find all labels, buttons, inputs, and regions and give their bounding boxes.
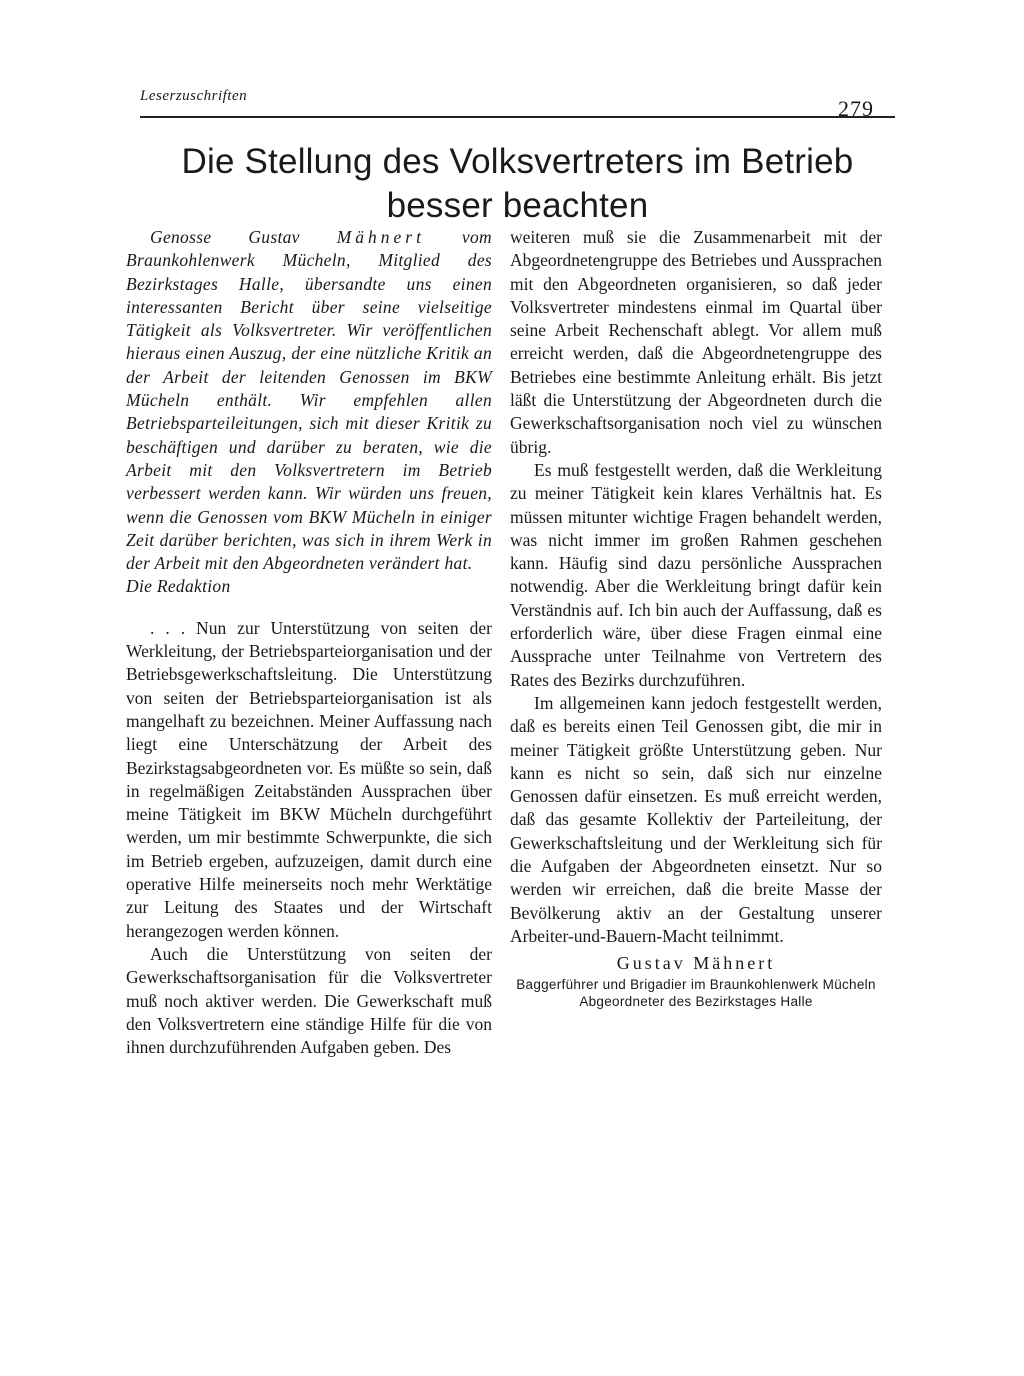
signature-role-1: Baggerführer und Brigadier im Braunkohlenwerk Mücheln	[516, 976, 876, 992]
right-column	[510, 226, 882, 1010]
intro-lead: Genosse Gustav	[150, 227, 300, 247]
editor-credit: Die Redaktion	[126, 576, 231, 597]
body-paragraph-right-1: weiteren muß sie die Zusammenarbeit mit der Abgeordnetengruppe des Betriebes und Aussprachen mit den Abgeordneten organisieren, so daß jeder Volksvertreter mindestens einmal im Quartal über seine Arbeit Rechenschaft ablegt. Vor allem muß erreicht werden, daß die Abgeordnetengruppe des Betriebes eine bestimmte Anleitung erhält. Bis jetzt läßt die Unterstützung der Abgeordneten durch die Gewerkschaftsorganisation noch viel zu wünschen übrig.	[510, 227, 882, 457]
section-header: Leserzuschriften	[140, 88, 248, 104]
signature-name: Gustav Mähnert	[616, 953, 776, 974]
intro-text: vom Braunkohlenwerk Mücheln, Mitglied des Bezirkstages Halle, übersandte uns einen interessanten Bericht über seine vielseitige Tätigkeit als Volksvertreter. Wir veröffentlichen hieraus einen Auszug, der eine nützliche Kritik an der Arbeit der leitenden Genossen im BKW Mücheln enthält. Wir empfehlen allen Betriebsparteileitungen, sich mit dieser Kritik zu beschäftigen und darüber zu beraten, wie die Arbeit mit den Volksvertretern im Betrieb verbessert werden kann. Wir würden uns freuen, wenn die Genossen vom BKW Mücheln in einiger Zeit darüber berichten, was sich in ihrem Werk in der Arbeit mit den Abgeordneten verändert hat.	[126, 227, 492, 574]
intro-name: Mähnert	[336, 227, 425, 247]
body-paragraph-right-2: Es muß festgestellt werden, daß die Werkleitung zu meiner Tätigkeit kein klares Verhältnis hat. Es müssen mitunter wichtige Fragen behandelt werden, was nicht immer im großen Rahmen geschehen kann. Häufig sind dazu persönliche Aussprachen notwendig. Aber die Werkleitung bringt dafür kein Verständnis auf. Ich bin auch der Auffassung, daß es erforderlich wäre, über diese Fragen einmal eine Aussprache unter Teilnahme von Vertretern des Rates des Bezirks durchzuführen.	[510, 459, 882, 690]
signature-role-2: Abgeordneter des Bezirkstages Halle	[579, 993, 813, 1009]
header-rule	[140, 116, 895, 118]
left-column	[126, 226, 492, 1059]
page-number: 279	[838, 96, 874, 121]
body-paragraph-left-1: . . . Nun zur Unterstützung von seiten der Werkleitung, der Betriebsparteiorganisation und der Betriebsgewerkschaftsleitung. Die Unterstützung von seiten der Betriebsparteiorganisation ist als mangelhaft zu bezeichnen. Meiner Auffassung nach liegt eine Unterschätzung der Arbeit des Bezirkstagsabgeordneten vor. Es müßte so sein, daß in regelmäßigen Zeitabständen Aussprachen über meine Tätigkeit im BKW Mücheln durchgeführt werden, um mir bestimmte Schwerpunkte, die sich im Betrieb ergeben, aufzuzeigen, damit durch eine operative Hilfe meinerseits noch mehr Werktätige zur Leitung des Staates und der Wirtschaft herangezogen werden können.	[126, 617, 492, 941]
title-line-1: Die Stellung des Volksvertreters im Betrieb	[181, 142, 854, 181]
signature-block	[510, 952, 882, 1009]
title-line-2: besser beachten	[386, 186, 649, 225]
article-title	[140, 140, 895, 228]
editorial-intro	[126, 226, 492, 599]
intro-paragraph	[126, 226, 492, 575]
spacer	[126, 599, 492, 617]
body-paragraph-left-2: Auch die Unterstützung von seiten der Gewerkschaftsorganisation für die Volksvertreter muß noch aktiver werden. Die Gewerkschaft muß den Volksvertretern eine ständige Hilfe für die von ihnen durchzuführenden Aufgaben geben. Des	[126, 943, 492, 1058]
body-paragraph-right-3: Im allgemeinen kann jedoch festgestellt werden, daß es bereits einen Teil Genossen gibt, die mir in meiner Tätigkeit größte Unterstützung geben. Nur kann es nicht so sein, daß sich nur einzelne Genossen dafür einsetzen. Es muß erreicht werden, daß das gesamte Kollektiv der Parteileitung, der Gewerkschaftsleitung und der Werkleitung sich für die Aufgaben der Abgeordneten einsetzt. Nur so werden wir erreichen, daß die breite Masse der Bevölkerung aktiv an der Gestaltung unserer Arbeiter-und-Bauern-Macht teilnimmt.	[510, 692, 882, 946]
